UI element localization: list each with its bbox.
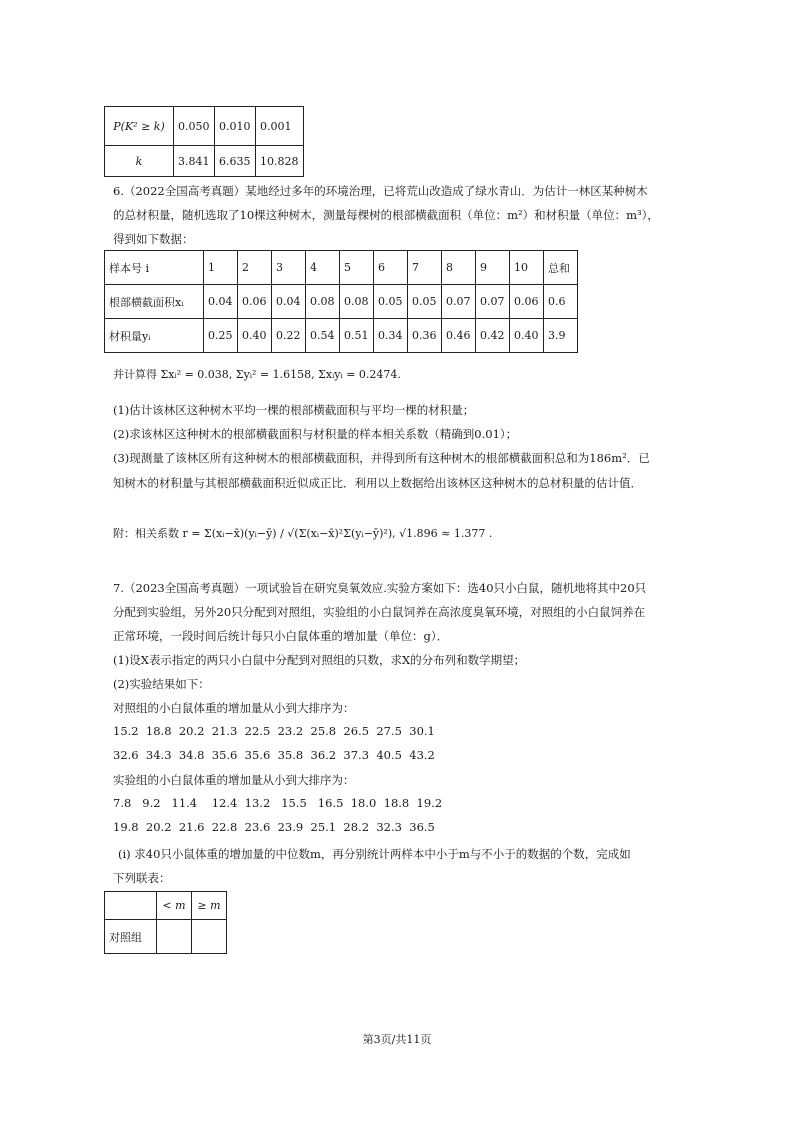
table-cell: 0.34: [374, 319, 408, 353]
table-cell: 0.6: [544, 285, 578, 319]
control-title: 对照组的小白鼠体重的增加量从小到大排序为：: [113, 701, 355, 715]
q6-text-line: 6.（2022全国高考真题）某地经过多年的环境治理，已将荒山改造成了绿水青山．为估计一林区某种树木: [113, 184, 648, 198]
table-cell: 0.08: [306, 285, 340, 319]
table-row-label: 根部横截面积xᵢ: [105, 285, 204, 319]
q6-part-3-cont: 知树木的材积量与其根部横截面积近似成正比．利用以上数据给出该林区这种树木的总材积量的估计值．: [113, 476, 642, 490]
table-cell: 0.46: [442, 319, 476, 353]
table-cell: k: [105, 146, 174, 177]
table-cell: 0.51: [340, 319, 374, 353]
experiment-title: 实验组的小白鼠体重的增加量从小到大排序为：: [113, 773, 355, 787]
table-cell: 0.07: [442, 285, 476, 319]
correlation-formula: 附：相关系数 r = Σ(xᵢ−x̄)(yᵢ−ȳ) / √(Σ(xᵢ−x̄)²Σ(yᵢ−ȳ)²), √1.896 ≈ 1.377 .: [113, 527, 493, 540]
q6-data-table: [104, 250, 578, 353]
table-header-cell: 2: [238, 251, 272, 285]
q6-text-line: 得到如下数据：: [113, 232, 194, 246]
table-cell: 10.828: [256, 146, 304, 177]
q6-part-1: (1)估计该林区这种树木平均一棵的根部横截面积与平均一棵的材积量；: [113, 403, 475, 417]
table-header-cell: 10: [510, 251, 544, 285]
q7-part-2: (2)实验结果如下：: [113, 677, 210, 691]
table-cell: 0.25: [204, 319, 238, 353]
table-cell: 0.40: [510, 319, 544, 353]
table-cell: [105, 892, 157, 920]
table-header-cell: 4: [306, 251, 340, 285]
q7-sub-i: (i) 求40只小鼠体重的增加量的中位数m，再分别统计两样本中小于m与不小于的数据的个数，完成如: [118, 847, 631, 861]
table-row-label: 材积量yᵢ: [105, 319, 204, 353]
table-cell: [157, 920, 192, 954]
table-cell: 0.050: [174, 107, 215, 146]
table-header-cell: ≥ m: [192, 892, 227, 920]
table-cell: P(K² ≥ k): [105, 107, 174, 146]
table-cell: 0.04: [204, 285, 238, 319]
table-cell: 0.07: [476, 285, 510, 319]
table-cell: [192, 920, 227, 954]
contingency-table: [104, 891, 227, 954]
q7-text-line: 正常环境，一段时间后统计每只小白鼠体重的增加量（单位：g）．: [113, 629, 449, 643]
page-footer: 第3页/共11页: [362, 1033, 432, 1046]
q7-sub-i-cont: 下列联表：: [113, 871, 171, 885]
table-cell: 0.54: [306, 319, 340, 353]
table-cell: 0.22: [272, 319, 306, 353]
q6-part-3: (3)现测量了该林区所有这种树木的根部横截面积，并得到所有这种树木的根部横截面积总和为186m²．已: [113, 451, 650, 465]
table-cell: 0.06: [238, 285, 272, 319]
table-cell: 0.08: [340, 285, 374, 319]
q7-text-line: 分配到实验组，另外20只分配到对照组，实验组的小白鼠饲养在高浓度臭氧环境，对照组的小白鼠饲养在: [113, 605, 646, 619]
table-cell: 0.42: [476, 319, 510, 353]
experiment-data-line: 19.8 20.2 21.6 22.8 23.6 23.9 25.1 28.2 32.3 36.5: [113, 820, 435, 834]
table-header-cell: 3: [272, 251, 306, 285]
table-cell: 0.001: [256, 107, 304, 146]
table-header-cell: 1: [204, 251, 238, 285]
q7-text-line: 7.（2023全国高考真题）一项试验旨在研究臭氧效应.实验方案如下：选40只小白鼠，随机地将其中20只: [113, 581, 647, 595]
k-squared-table: [104, 106, 304, 177]
table-header-cell: 8: [442, 251, 476, 285]
table-header-cell: 总和: [544, 251, 578, 285]
q6-part-2: (2)求该林区这种树木的根部横截面积与材积量的样本相关系数（精确到0.01）；: [113, 427, 518, 441]
control-data-line: 32.6 34.3 34.8 35.6 35.6 35.8 36.2 37.3 40.5 43.2: [113, 748, 435, 762]
table-cell: 3.841: [174, 146, 215, 177]
table-row-label: 对照组: [105, 920, 157, 954]
table-header-cell: 7: [408, 251, 442, 285]
table-cell: 0.05: [408, 285, 442, 319]
table-cell: 0.010: [215, 107, 256, 146]
table-header-cell: < m: [157, 892, 192, 920]
table-cell: 0.40: [238, 319, 272, 353]
table-header-cell: 样本号 i: [105, 251, 204, 285]
table-header-cell: 5: [340, 251, 374, 285]
table-cell: 0.05: [374, 285, 408, 319]
table-header-cell: 9: [476, 251, 510, 285]
table-cell: 0.36: [408, 319, 442, 353]
table-cell: 3.9: [544, 319, 578, 353]
q7-part-1: (1)设X表示指定的两只小白鼠中分配到对照组的只数，求X的分布列和数学期望；: [113, 653, 526, 667]
q6-text-line: 的总材积量，随机选取了10棵这种树木，测量每棵树的根部横截面积（单位：m²）和材积量（单位：m³），: [113, 208, 659, 222]
table-header-cell: 6: [374, 251, 408, 285]
q6-sums-formula: 并计算得 Σxᵢ² = 0.038, Σyᵢ² = 1.6158, Σxᵢyᵢ = 0.2474.: [113, 368, 401, 381]
control-data-line: 15.2 18.8 20.2 21.3 22.5 23.2 25.8 26.5 27.5 30.1: [113, 724, 435, 738]
table-cell: 0.04: [272, 285, 306, 319]
experiment-data-line: 7.8 9.2 11.4 12.4 13.2 15.5 16.5 18.0 18.8 19.2: [113, 796, 443, 810]
table-cell: 0.06: [510, 285, 544, 319]
table-cell: 6.635: [215, 146, 256, 177]
